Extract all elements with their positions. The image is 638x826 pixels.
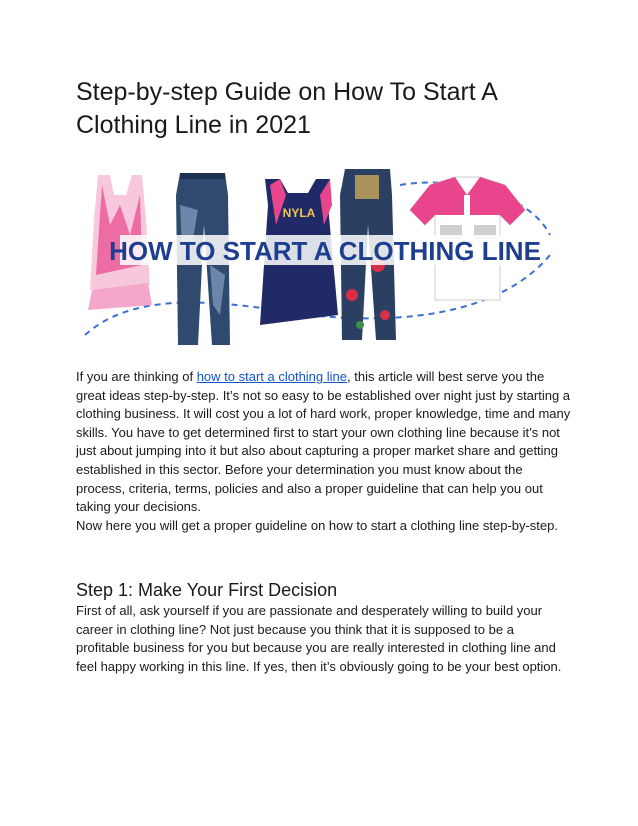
intro-paragraph — [76, 368, 571, 535]
banner-shirt-text: NYLA — [282, 206, 316, 220]
clothing-line-banner-image — [80, 165, 560, 355]
page-title: Step-by-step Guide on How To Start A Clothing Line in 2021 — [76, 78, 497, 139]
intro-text-before-link: If you are thinking of — [76, 369, 197, 384]
intro-text-after-link: , this article will best serve you the great ideas step-by-step. It’s not so easy to be established over night just by starting a clothing business. It will cost you a lot of hard work, proper knowledge, time and many skills. You have to get determined first to start your own clothing line because it’s not just about jumping into it but also about capturing a proper market share and getting established in this sector. Before your determination you must know about the process, criteria, terms, policies and also a proper guideline that can help you out taking your decisions. — [76, 369, 571, 515]
how-to-start-clothing-line-link[interactable]: how to start a clothing line — [196, 369, 347, 384]
step-1-heading: Step 1: Make Your First Decision — [76, 580, 338, 600]
step-1-paragraph: First of all, ask yourself if you are passionate and desperately willing to build your career in clothing line? Not just because you think that it is supposed to be a profitable business for you but because you are really interested in clothing line and feel happy working in this line. If yes, then it’s obviously going to be your best option. — [76, 603, 562, 674]
intro-second-line: Now here you will get a proper guideline on how to start a clothing line step-by-step. — [76, 517, 558, 533]
banner-text: HOW TO START A CLOTHING LINE — [109, 236, 541, 266]
